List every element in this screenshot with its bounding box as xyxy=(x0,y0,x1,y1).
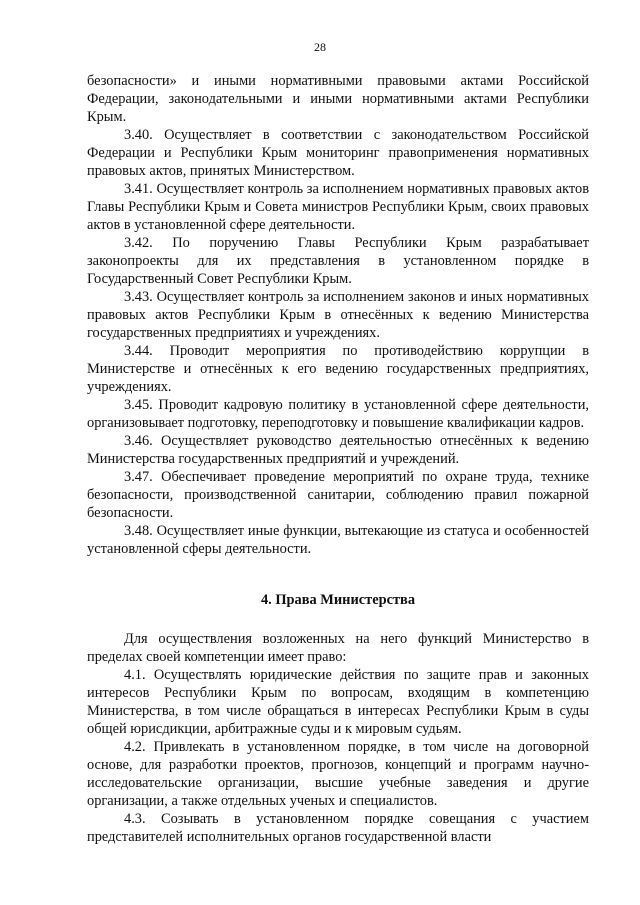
document-body xyxy=(87,72,589,846)
paragraph-4-2: 4.2. Привлекать в установленном порядке, в том числе на договорной основе, для разработки проектов, прогнозов, концепций и программ научно-исследовательские организации, высшие учебные заведения и другие организации, а также отдельных ученых и специалистов. xyxy=(87,739,589,809)
section-heading: 4. Права Министерства xyxy=(260,592,416,608)
paragraph-3-43: 3.43. Осуществляет контроль за исполнением законов и иных нормативных правовых актов Республики Крым в отнесённых к ведению Министерства государственных предприятиях и учреждениях. xyxy=(87,289,589,341)
section-spacer xyxy=(87,610,589,630)
paragraph-4-1: 4.1. Осуществлять юридические действия по защите прав и законных интересов Республики Крым по вопросам, входящим в компетенцию Министерства, в том числе обращаться в интересах Республики Крым в суды общей юрисдикции, арбитражные суды и к мировым судьям. xyxy=(87,667,589,737)
paragraph-3-42: 3.42. По поручению Главы Республики Крым разрабатывает законопроекты для их представления в установленном порядке в Государственный Совет Республики Крым. xyxy=(87,235,589,287)
paragraph-3-41: 3.41. Осуществляет контроль за исполнением нормативных правовых актов Главы Республики Крым и Совета министров Республики Крым, своих правовых актов в установленной сфере деятельности. xyxy=(87,181,589,233)
paragraph-continuation: безопасности» и иными нормативными правовыми актами Российской Федерации, законодательными и иными нормативными актами Республики Крым. xyxy=(87,73,589,125)
paragraph-3-45: 3.45. Проводит кадровую политику в установленной сфере деятельности, организовывает подготовку, переподготовку и повышение квалификации кадров. xyxy=(87,397,589,431)
paragraph-3-46: 3.46. Осуществляет руководство деятельностью отнесённых к ведению Министерства государственных предприятий и учреждений. xyxy=(87,433,589,467)
page-number: 28 xyxy=(314,40,326,54)
paragraph-4-3: 4.3. Созывать в установленном порядке совещания с участием представителей исполнительных органов государственной власти xyxy=(87,811,589,845)
paragraph-3-47: 3.47. Обеспечивает проведение мероприятий по охране труда, технике безопасности, производственной санитарии, соблюдению правил пожарной безопасности. xyxy=(87,469,589,521)
section-intro: Для осуществления возложенных на него функций Министерство в пределах своей компетенции имеет право: xyxy=(87,631,589,665)
paragraph-3-48: 3.48. Осуществляет иные функции, вытекающие из статуса и особенностей установленной сферы деятельности. xyxy=(87,523,589,557)
paragraph-3-44: 3.44. Проводит мероприятия по противодействию коррупции в Министерстве и отнесённых к его ведению государственных предприятиях, учреждениях. xyxy=(87,343,589,395)
paragraph-3-40: 3.40. Осуществляет в соответствии с законодательством Российской Федерации и Республики Крым мониторинг правоприменения нормативных правовых актов, принятых Министерством. xyxy=(87,127,589,179)
